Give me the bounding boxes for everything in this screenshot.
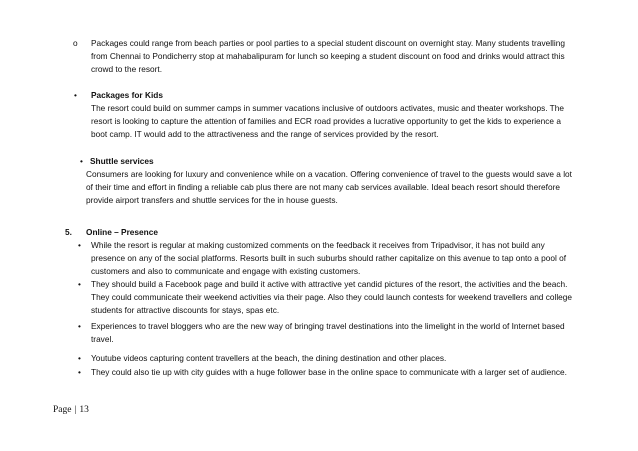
list-marker: •: [74, 90, 77, 100]
list-marker: •: [78, 240, 81, 250]
list-item: They could also tie up with city guides with a huge follower base in the online space to communicate with a larger set of audience.: [91, 367, 567, 377]
list-item: While the resort is regular at making customized comments on the feedback it receives from Tripadvisor, it has not build any presence on any of the social platforms. Resorts built in such suburbs should rather capitalize on this avenue to tap onto a pool of customers and also to communicate and engage with existing customers.: [91, 240, 567, 277]
list-marker: •: [78, 279, 81, 289]
list-marker: •: [78, 353, 81, 363]
list-item: Experiences to travel bloggers who are the new way of bringing travel destinations into the limelight in the world of Internet based travel.: [91, 321, 565, 345]
list-item: They should build a Facebook page and build it active with attractive yet candid pictures of the resort, the activities and the beach. They could communicate their weekend activities via their page. Also they could launch contests for weekend travellers and college students for attractive discounts for stays, spas etc.: [91, 279, 573, 316]
shuttle-heading: Shuttle services: [90, 156, 154, 166]
packages-paragraph: Packages could range from beach parties or pool parties to a special student discount on overnight stay. Many students travelling from Chennai to Pondicherry stop at mahabalipuram for lunch so keeping a student discount on food and drinks would attract this crowd to the resort.: [91, 38, 565, 75]
list-marker: •: [78, 367, 81, 377]
list-item: Youtube videos capturing content travellers at the beach, the dining destination and other places.: [91, 353, 447, 363]
footer-separator: |: [74, 405, 77, 415]
list-marker: o: [73, 38, 78, 48]
footer-label: Page: [53, 405, 72, 415]
list-marker: •: [78, 321, 81, 331]
page-footer: [53, 405, 89, 415]
kids-paragraph: The resort could build on summer camps in summer vacations inclusive of outdoors activates, music and theater workshops. The resort is looking to capture the attention of families and ECR road provides a lucrative opportunity to get the kids to experience a boot camp. IT would add to the attractiveness and the range of services provided by the resort.: [91, 103, 564, 140]
kids-heading: Packages for Kids: [91, 90, 163, 100]
page-number: 13: [79, 405, 89, 415]
section-number: 5.: [65, 227, 72, 237]
list-marker: •: [80, 156, 83, 166]
section-title: Online – Presence: [86, 227, 158, 237]
shuttle-paragraph: Consumers are looking for luxury and convenience while on a vacation. Offering convenience of travel to the guests would save a lot of their time and effort in finding a reliable cab plus there are not many cab services available. Ideal beach resort should therefore provide airport transfers and shuttle services for the in house guests.: [86, 169, 572, 206]
